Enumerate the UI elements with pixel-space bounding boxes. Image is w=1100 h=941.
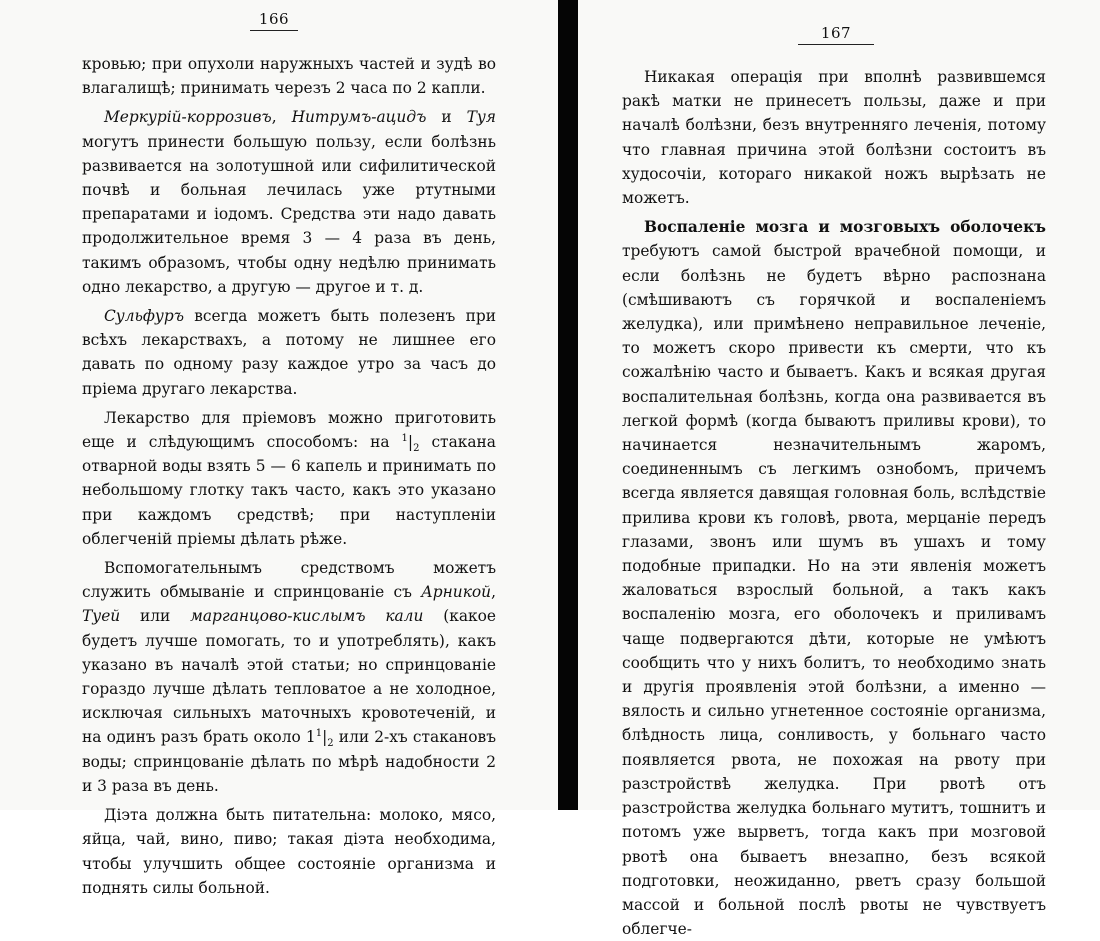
- remedy-name: марганцово-кислымъ кали: [190, 607, 424, 626]
- paragraph: [82, 105, 496, 299]
- separator: и: [426, 108, 467, 127]
- paragraph: [82, 304, 496, 401]
- paragraph: Никакая операція при вполнѣ развившемся ракѣ матки не принесетъ пользы, даже и при началѣ болѣзни, безъ внутренняго леченія, потому что главная причина этой болѣзни состоитъ въ худосочіи, котораго никакой ножъ вырѣзать не можетъ.: [622, 68, 1046, 208]
- page-number-rule: [798, 44, 874, 45]
- paragraph-text: требуютъ самой быстрой врачебной помощи, и если болѣзнь не будетъ вѣрно распознана (смѣшиваютъ съ горячкой и воспаленіемъ желудка), или примѣнено неправильное леченіе, то можетъ скоро привести къ смерти, что къ сожалѣнію часто и бываетъ. Какъ и всякая другая воспалительная болѣзнь, когда она развивается въ легкой формѣ (когда бываютъ приливы крови), то начинается незначительнымъ жаромъ, соединеннымъ съ легкимъ ознобомъ, причемъ всегда является давящая головная боль, вслѣдствіе прилива крови къ головѣ, рвота, мерцаніе передъ глазами, звонъ или шумъ въ ушахъ и тому подобные припадки. Но на эти явленія можетъ жаловаться взрослый больной, а такъ какъ воспаленію мозга, его оболочекъ и приливамъ чаще подвергаются дѣти, которые не умѣютъ сообщить что у нихъ болитъ, то необходимо знать и другія проявленія этой болѣзни, а именно — вялость и сильно угнетенное состояніе организма, блѣдность лица, сонливость, у больнаго часто появляется рвота, не похожая на рвоту при разстройствѣ желудка. При рвотѣ отъ разстройства желудка больнаго мутитъ, тошнитъ и потомъ уже вырветъ, тогда какъ при мозговой рвотѣ она бываетъ внезапно, безъ всякой подготовки, неожиданно, рветъ сразу большой массой и больной послѣ рвоты не чувствуетъ облегче-: [622, 242, 1046, 939]
- remedy-name: Туей: [82, 607, 121, 626]
- page-number-rule: [250, 30, 298, 31]
- remedy-name: Арникой: [421, 583, 492, 602]
- left-page: [0, 0, 558, 897]
- paragraph-text: или: [120, 607, 191, 626]
- fraction-numerator: 1: [401, 432, 408, 444]
- separator: ,: [271, 108, 292, 127]
- fraction-slash: |: [407, 433, 414, 452]
- paragraph-text: (какое будетъ лучше помогать, то и употреблять), какъ указано въ началѣ этой статьи; но спринцованіе гораздо лучше дѣлать тепловатое а не холодное, исключая сильныхъ маточныхъ кровотеченій, и на одинъ разъ брать около 1: [82, 607, 497, 747]
- fraction-denominator: 2: [327, 738, 334, 750]
- paragraph-text: или 2-хъ стакановъ воды; спринцованіе дѣлать по мѣрѣ надобности 2 и 3 раза въ день.: [82, 728, 496, 795]
- section-heading: Воспаленіе мозга и мозговыхъ оболочекъ: [644, 218, 1046, 237]
- paragraph: [622, 215, 1046, 941]
- paragraph: кровью; при опухоли наружныхъ частей и зудѣ во влагалищѣ; принимать черезъ 2 часа по 2 капли.: [82, 55, 496, 98]
- fraction-slash: |: [322, 728, 328, 747]
- separator: ,: [491, 583, 496, 602]
- page-number-left: [250, 10, 298, 31]
- remedy-name: Сульфуръ: [104, 307, 184, 326]
- paragraph-text: всегда можетъ быть полезенъ при всѣхъ лекарствахъ, а потому не лишнее его давать по одному разу каждое утро за часъ до пріема другаго лекарства.: [82, 307, 496, 398]
- paragraph-text: могутъ принести большую пользу, если болѣзнь развивается на золотушной или сифилитической почвѣ и больная лечилась уже ртутными препаратами и іодомъ. Средства эти надо давать продолжительное время 3 — 4 раза въ день, такимъ образомъ, чтобы одну недѣлю принимать одно лекарство, а другую — другое и т. д.: [82, 132, 496, 296]
- fraction-denominator: 2: [413, 443, 420, 455]
- remedy-name: Туя: [466, 108, 496, 127]
- page-number-right: [798, 24, 874, 45]
- fraction-numerator: 1: [315, 728, 323, 740]
- paragraph: [82, 556, 496, 798]
- remedy-name: Меркурій-коррозивъ: [104, 108, 272, 127]
- page-number-right-text: 167: [820, 24, 852, 42]
- page-number-left-text: 166: [258, 10, 290, 28]
- right-page-text: [622, 65, 1046, 941]
- paragraph: Діэта должна быть питательна: молоко, мясо, яйца, чай, вино, пиво; такая діэта необходима, чтобы улучшить общее состояніе организма и поднять силы больной.: [82, 806, 496, 897]
- left-page-text: [82, 52, 496, 900]
- book-gutter: [558, 0, 578, 810]
- paragraph-text: стакана отварной воды взять 5 — 6 капель и принимать по небольшому глотку такъ часто, какъ это указано при каждомъ средствѣ; при наступленіи облегченій пріемы дѣлать рѣже.: [82, 433, 496, 548]
- remedy-name: Нитрумъ-ацидъ: [291, 108, 427, 127]
- right-page: [578, 0, 1100, 939]
- paragraph-text: Вспомогательнымъ средствомъ можетъ служить обмываніе и спринцованіе съ: [82, 559, 496, 602]
- paragraph-text: Лекарство для пріемовъ можно приготовить еще и слѣдующимъ способомъ: на: [82, 408, 496, 452]
- paragraph: [82, 406, 496, 551]
